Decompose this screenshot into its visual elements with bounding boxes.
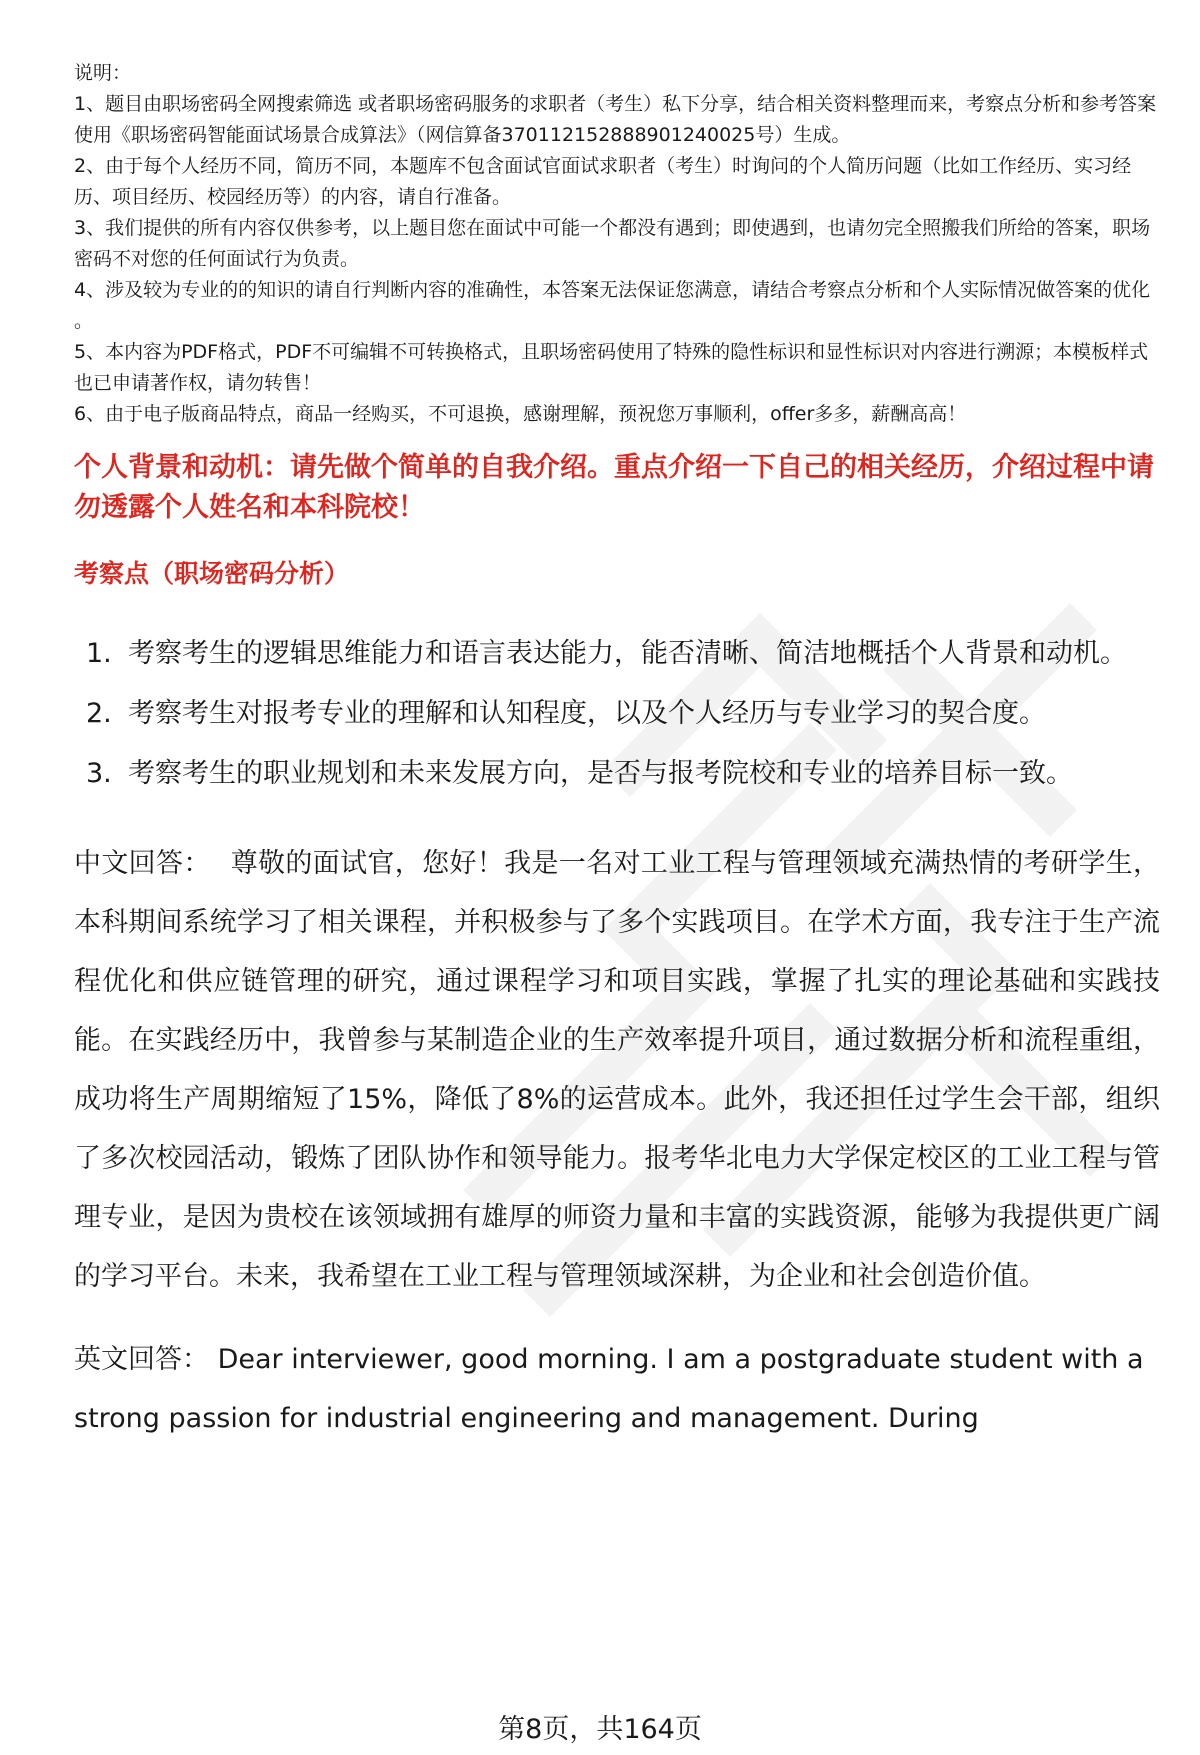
answer-english bbox=[74, 1330, 1160, 1448]
list-item-number: 1. bbox=[86, 638, 112, 669]
interview-question: 个人背景和动机：请先做个简单的自我介绍。重点介绍一下自己的相关经历，介绍过程中请勿透露个人姓名和本科院校！ bbox=[74, 452, 1154, 523]
answer-chinese bbox=[74, 834, 1160, 1306]
page-number-footer: 第8页，共164页 bbox=[498, 1714, 702, 1745]
note-item-1: 1、题目由职场密码全网搜索筛选 或者职场密码服务的求职者（考生）私下分享，结合相关资料整理而来，考察点分析和参考答案使用《职场密码智能面试场景合成算法》（网信算备370112152888901240025号）生成。 bbox=[74, 93, 1157, 146]
note-item-5: 5、本内容为PDF格式，PDF不可编辑不可转换格式，且职场密码使用了特殊的隐性标识和显性标识对内容进行溯源；本模板样式也已申请著作权，请勿转售！ bbox=[74, 341, 1149, 394]
document-page bbox=[74, 58, 1160, 1448]
analysis-points bbox=[74, 624, 1160, 804]
answer-chinese-text: 尊敬的面试官，您好！我是一名对工业工程与管理领域充满热情的考研学生，本科期间系统学习了相关课程，并积极参与了多个实践项目。在学术方面，我专注于生产流程优化和供应链管理的研究，通过课程学习和项目实践，掌握了扎实的理论基础和实践技能。在实践经历中，我曾参与某制造企业的生产效率提升项目，通过数据分析和流程重组，成功将生产周期缩短了15%，降低了8%的运营成本。此外，我还担任过学生会干部，组织了多次校园活动，锻炼了团队协作和领导能力。报考华北电力大学保定校区的工业工程与管理专业，是因为贵校在该领域拥有雄厚的师资力量和丰富的实践资源，能够为我提供更广阔的学习平台。未来，我希望在工业工程与管理领域深耕，为企业和社会创造价值。 bbox=[74, 848, 1161, 1292]
notes-title: 说明： bbox=[74, 62, 132, 84]
answer-english-text: Dear interviewer, good morning. I am a postgraduate student with a strong passion for industrial engineering and management. During bbox=[74, 1344, 1144, 1434]
note-item-6: 6、由于电子版商品特点，商品一经购买，不可退换，感谢理解，预祝您万事顺利，offer多多，薪酬高高！ bbox=[74, 403, 967, 425]
list-item-text: 考察考生的逻辑思维能力和语言表达能力，能否清晰、简洁地概括个人背景和动机。 bbox=[128, 638, 1127, 669]
note-item-2: 2、由于每个人经历不同，简历不同，本题库不包含面试官面试求职者（考生）时询问的个人简历问题（比如工作经历、实习经历、项目经历、校园经历等）的内容，请自行准备。 bbox=[74, 155, 1132, 208]
list-item-text: 考察考生对报考专业的理解和认知程度，以及个人经历与专业学习的契合度。 bbox=[128, 698, 1046, 729]
list-item-number: 2. bbox=[86, 698, 112, 729]
list-item-text: 考察考生的职业规划和未来发展方向，是否与报考院校和专业的培养目标一致。 bbox=[128, 758, 1073, 789]
analysis-title: 考察点（职场密码分析） bbox=[74, 559, 350, 588]
note-item-3: 3、我们提供的所有内容仅供参考，以上题目您在面试中可能一个都没有遇到；即使遇到，也请勿完全照搬我们所给的答案，职场密码不对您的任何面试行为负责。 bbox=[74, 217, 1151, 270]
answer-english-label: 英文回答： bbox=[74, 1344, 209, 1375]
list-item bbox=[74, 624, 1160, 684]
note-item-4: 4、涉及较为专业的的知识的请自行判断内容的准确性，本答案无法保证您满意，请结合考察点分析和个人实际情况做答案的优化 。 bbox=[74, 279, 1151, 332]
answer-chinese-label: 中文回答： bbox=[74, 848, 211, 879]
list-item-number: 3. bbox=[86, 758, 112, 789]
list-item bbox=[74, 684, 1160, 744]
notes-section bbox=[74, 58, 1160, 430]
list-item bbox=[74, 744, 1160, 804]
